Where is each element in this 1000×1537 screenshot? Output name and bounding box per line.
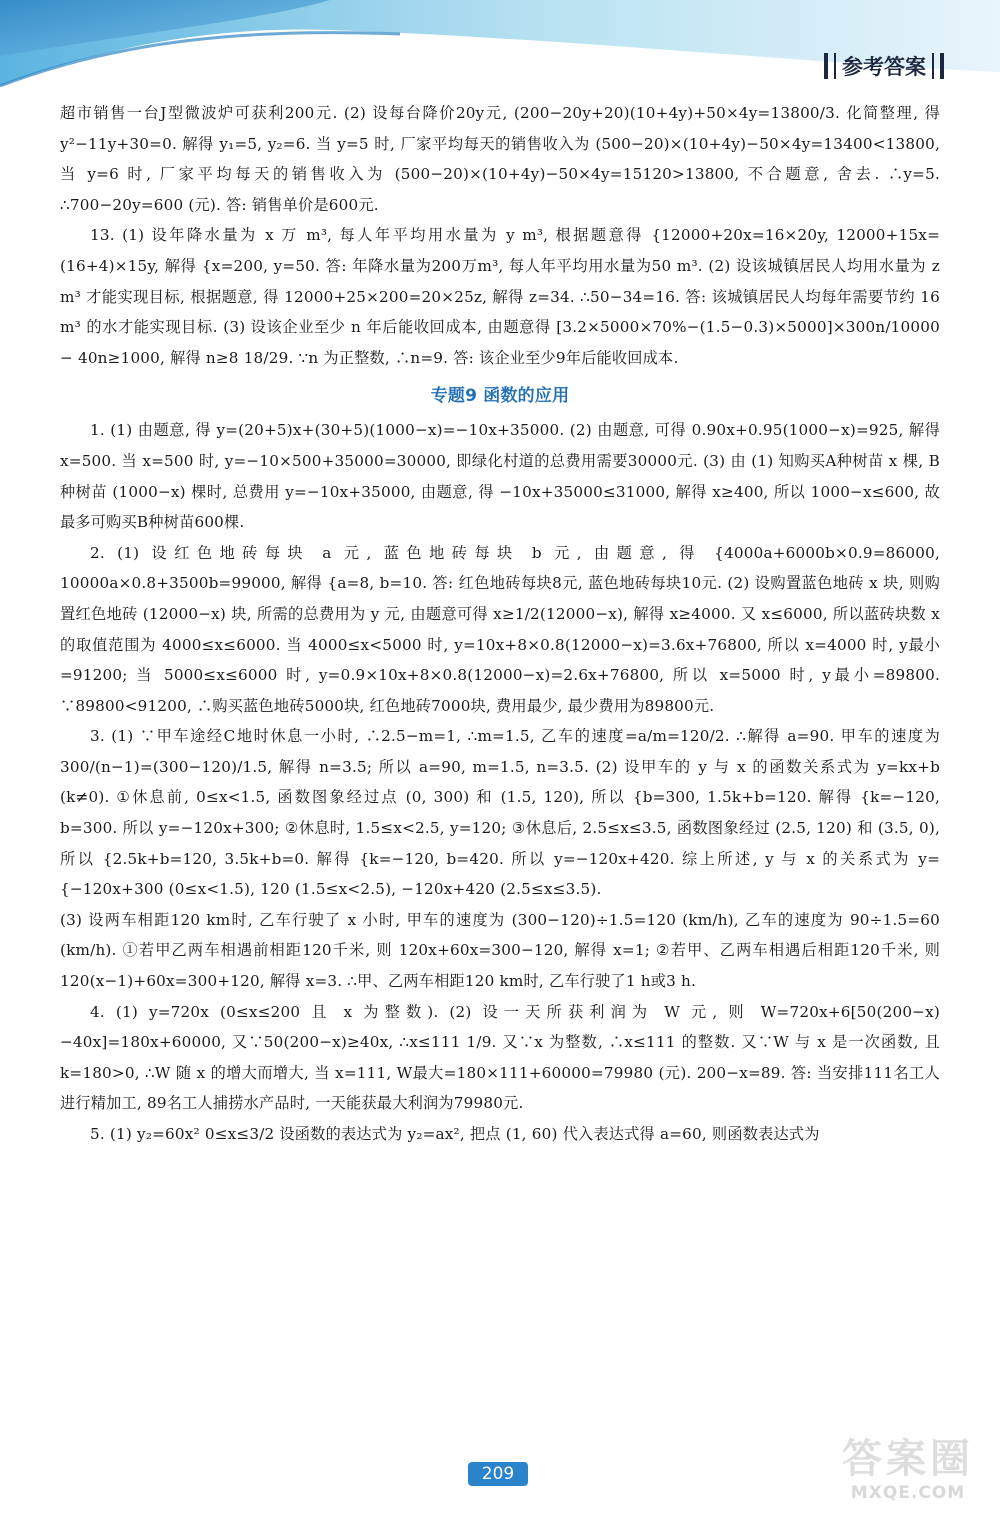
answer-content	[60, 98, 940, 1150]
section-heading: 专题9 函数的应用	[430, 386, 570, 407]
tag-bar-icon	[940, 53, 944, 79]
section-tag	[824, 50, 944, 82]
answer-paragraph: 超市销售一台J型微波炉可获利200元. (2) 设每台降价20y元, (200−20y+20)(10+4y)+50×4y=13800/3. 化简整理, 得 y²−11y+30=0. 解得 y₁=5, y₂=6. 当 y=5 时, 厂家平均每天的销售收入为 (500−20)×(10+4y)−50×4y=13400<13800, 当 y=6 时, 厂家平均每天的销售收入为 (500−20)×(10+4y)−50×4y=15120>13800, 不合题意, 舍去. ∴y=5. ∴700−20y=600 (元). 答: 销售单价是600元.	[60, 104, 940, 214]
watermark-logo: 答案圈 MXQE.COM	[842, 1436, 974, 1503]
answer-paragraph: 13. (1) 设年降水量为 x 万 m³, 每人年平均用水量为 y m³, 根据题意得 {12000+20x=16×20y, 12000+15x=(16+4)×15y, 解得 {x=200, y=50. 答: 年降水量为200万m³, 每人年平均用水量为50 m³. (2) 设该城镇居民人均用水量为 z m³ 才能实现目标, 根据题意, 得 12000+25×200=20×25z, 解得 z=34. ∴50−34=16. 答: 该城镇居民人均每年需要节约 16 m³ 的水才能实现目标. (3) 设该企业至少 n 年后能收回成本, 由题意得 [3.2×5000×70%−(1.5−0.3)×5000]×300n/10000 − 40n≥1000, 解得 n≥8 18/29. ∵n 为正整数, ∴n=9. 答: 该企业至少9年后能收回成本.	[60, 226, 940, 367]
answer-paragraph: 2. (1) 设红色地砖每块 a 元, 蓝色地砖每块 b 元, 由题意, 得 {4000a+6000b×0.9=86000, 10000a×0.8+3500b=99000, 解得 {a=8, b=10. 答: 红色地砖每块8元, 蓝色地砖每块10元. (2) 设购置蓝色地砖 x 块, 则购置红色地砖 (12000−x) 块, 所需的总费用为 y 元, 由题意可得 x≥1/2(12000−x), 解得 x≥4000. 又 x≤6000, 所以蓝砖块数 x 的取值范围为 4000≤x≤6000. 当 4000≤x<5000 时, y=10x+8×0.8(12000−x)=3.6x+76800, 所以 x=4000 时, y最小=91200; 当 5000≤x≤6000 时, y=0.9×10x+8×0.8(12000−x)=2.6x+76800, 所以 x=5000 时, y最小=89800. ∵89800<91200, ∴购买蓝色地砖5000块, 红色地砖7000块, 费用最少, 最少费用为89800元.	[60, 543, 940, 715]
tag-bar-icon	[932, 53, 934, 79]
tag-bar-icon	[834, 53, 836, 79]
answer-paragraph: 3. (1) ∵甲车途经C地时休息一小时, ∴2.5−m=1, ∴m=1.5, 乙车的速度=a/m=120/2. ∴解得 a=90. 甲车的速度为 300/(n−1)=(300−120)/1.5, 解得 n=3.5; 所以 a=90, m=1.5, n=3.5. (2) 设甲车的 y 与 x 的函数关系式为 y=kx+b (k≠0). ①休息前, 0≤x<1.5, 函数图象经过点 (0, 300) 和 (1.5, 120), 所以 {b=300, 1.5k+b=120. 解得 {k=−120, b=300. 所以 y=−120x+300; ②休息时, 1.5≤x<2.5, y=120; ③休息后, 2.5≤x≤3.5, 函数图象经过 (2.5, 120) 和 (3.5, 0), 所以 {2.5k+b=120, 3.5k+b=0. 解得 {k=−120, b=420. 所以 y=−120x+420. 综上所述, y 与 x 的关系式为 y={−120x+300 (0≤x<1.5), 120 (1.5≤x<2.5), −120x+420 (2.5≤x≤3.5).	[60, 727, 940, 899]
answer-paragraph: (3) 设两车相距120 km时, 乙车行驶了 x 小时, 甲车的速度为 (300−120)÷1.5=120 (km/h), 乙车的速度为 90÷1.5=60 (km/h). ①若甲乙两车相遇前相距120千米, 则 120x+60x=300−120, 解得 x=1; ②若甲、乙两车相遇后相距120千米, 则 120(x−1)+60x=300+120, 解得 x=3. ∴甲、乙两车相距120 km时, 乙车行驶了1 h或3 h.	[60, 910, 940, 991]
page-number: 209	[468, 1462, 528, 1486]
tag-bar-icon	[824, 53, 828, 79]
answer-paragraph: 4. (1) y=720x (0≤x≤200 且 x 为整数). (2) 设一天所获利润为 W 元, 则 W=720x+6[50(200−x)−40x]=180x+60000, 又∵50(200−x)≥40x, ∴x≤111 1/9. 又∵x 为整数, ∴x≤111 的整数. 又∵W 与 x 是一次函数, 且 k=180>0, ∴W 随 x 的增大而增大, 当 x=111, W最大=180×111+60000=79980 (元). 200−x=89. 答: 当安排111名工人进行精加工, 89名工人捕捞水产品时, 一天能获最大利润为79980元.	[60, 1002, 940, 1113]
answer-paragraph: 5. (1) y₂=60x² 0≤x≤3/2 设函数的表达式为 y₂=ax², 把点 (1, 60) 代入表达式得 a=60, 则函数表达式为	[90, 1125, 820, 1143]
section-tag-label: 参考答案	[842, 55, 926, 79]
answer-paragraph: 1. (1) 由题意, 得 y=(20+5)x+(30+5)(1000−x)=−10x+35000. (2) 由题意, 可得 0.90x+0.95(1000−x)=925, 解得 x=500. 当 x=500 时, y=−10×500+35000=30000, 即绿化村道的总费用需要30000元. (3) 由 (1) 知购买A种树苗 x 棵, B 种树苗 (1000−x) 棵时, 总费用 y=−10x+35000, 由题意, 得 −10x+35000≤31000, 解得 x≥400, 所以 1000−x≤600, 故最多可购买B种树苗600棵.	[60, 421, 940, 532]
